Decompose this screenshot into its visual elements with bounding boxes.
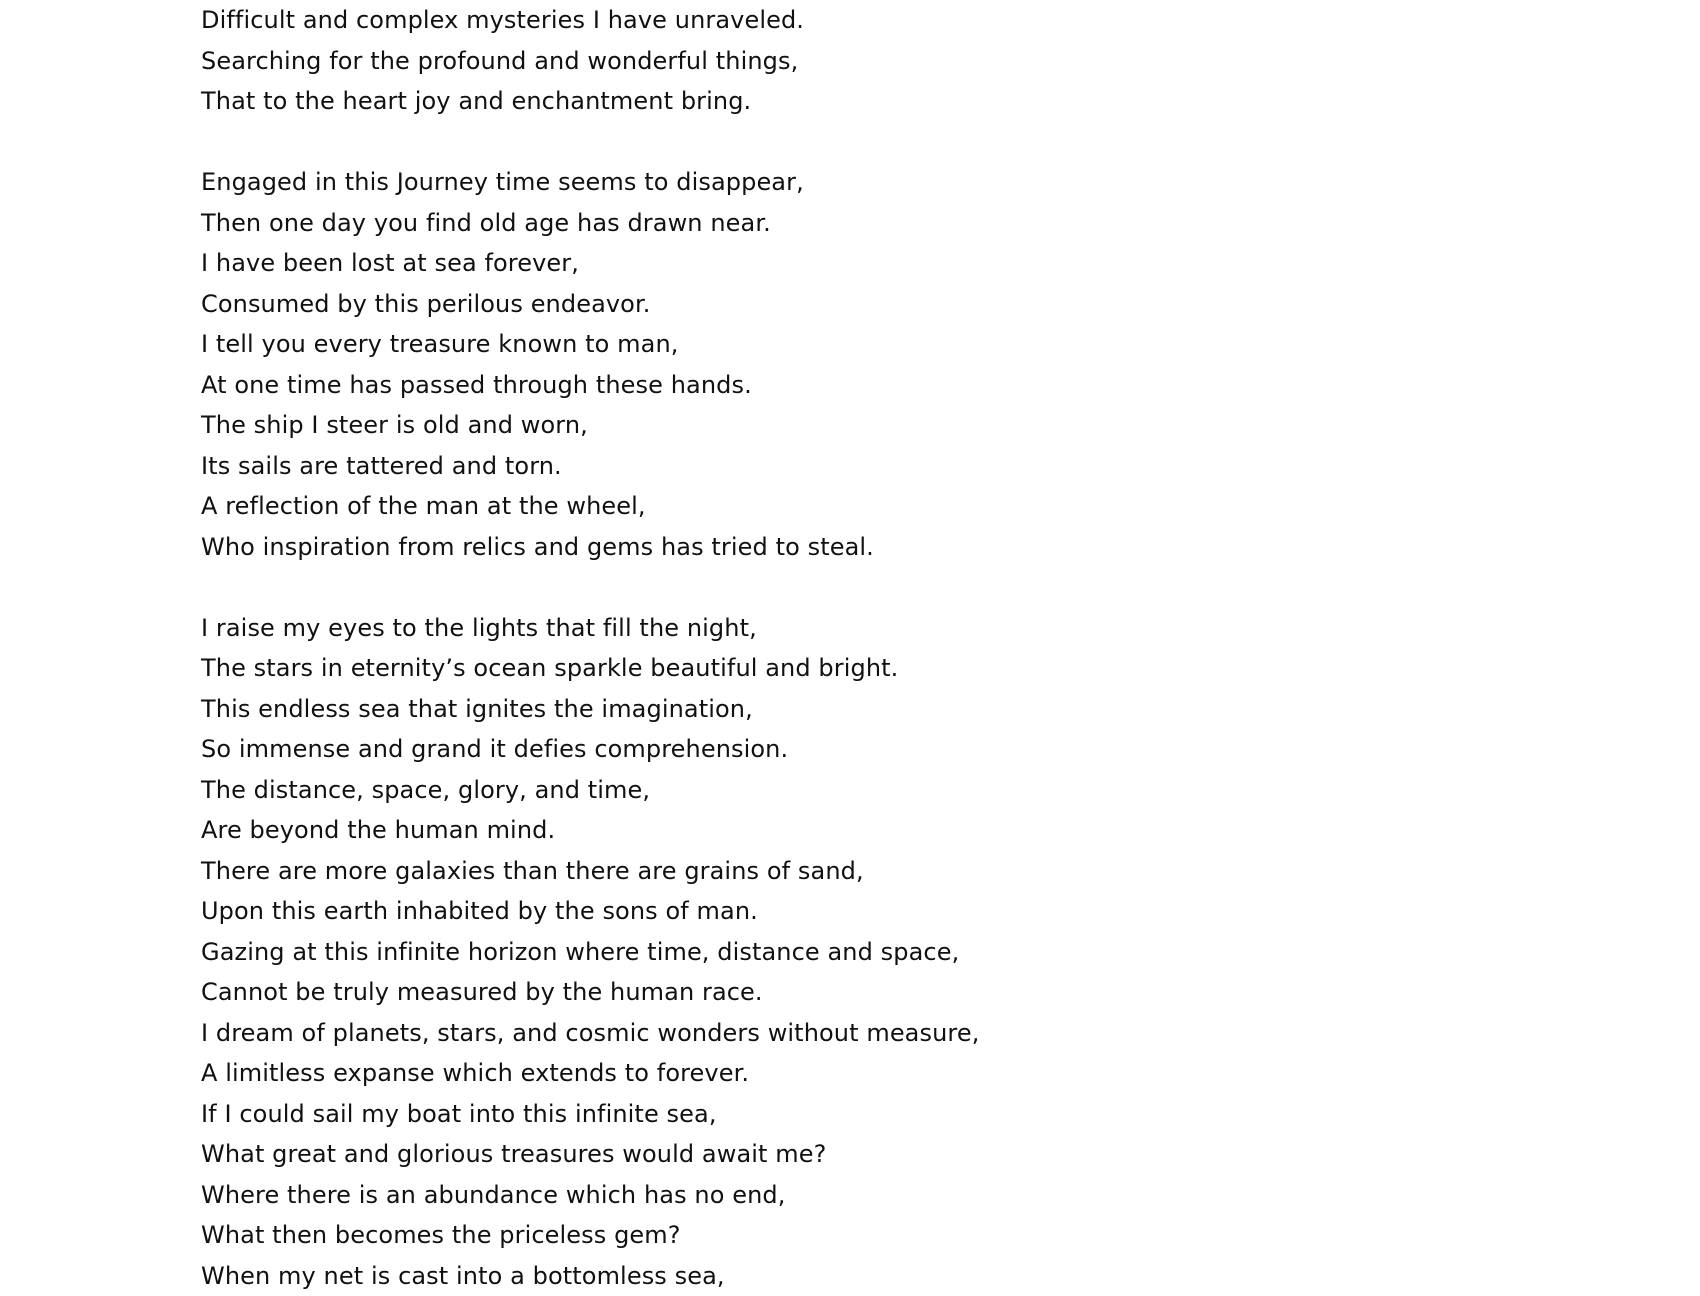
poem-line: Who inspiration from relics and gems has tried to steal.	[201, 527, 1501, 568]
poem-body	[201, 0, 1501, 1296]
poem-line: Engaged in this Journey time seems to disappear,	[201, 162, 1501, 203]
poem-line: I have been lost at sea forever,	[201, 243, 1501, 284]
poem-line: I raise my eyes to the lights that fill the night,	[201, 608, 1501, 649]
stanza-3	[201, 608, 1501, 1296]
poem-line: The ship I steer is old and worn,	[201, 405, 1501, 446]
poem-line: The stars in eternity’s ocean sparkle beautiful and bright.	[201, 648, 1501, 689]
stanza-2	[201, 162, 1501, 567]
poem-line: Where there is an abundance which has no end,	[201, 1175, 1501, 1216]
poem-line: Are beyond the human mind.	[201, 810, 1501, 851]
poem-line: Upon this earth inhabited by the sons of man.	[201, 891, 1501, 932]
poem-line: What great and glorious treasures would await me?	[201, 1134, 1501, 1175]
poem-line: A reflection of the man at the wheel,	[201, 486, 1501, 527]
poem-line: If I could sail my boat into this infinite sea,	[201, 1094, 1501, 1135]
poem-line: When my net is cast into a bottomless sea,	[201, 1256, 1501, 1296]
poem-line: Cannot be truly measured by the human race.	[201, 972, 1501, 1013]
poem-line: That to the heart joy and enchantment bring.	[201, 81, 1501, 122]
poem-line: What then becomes the priceless gem?	[201, 1215, 1501, 1256]
poem-line: I tell you every treasure known to man,	[201, 324, 1501, 365]
poem-line: At one time has passed through these hands.	[201, 365, 1501, 406]
poem-line: This endless sea that ignites the imagination,	[201, 689, 1501, 730]
poem-line: The distance, space, glory, and time,	[201, 770, 1501, 811]
stanza-1	[201, 0, 1501, 122]
poem-line: I dream of planets, stars, and cosmic wonders without measure,	[201, 1013, 1501, 1054]
poem-line: Difficult and complex mysteries I have unraveled.	[201, 0, 1501, 41]
poem-line: Gazing at this infinite horizon where time, distance and space,	[201, 932, 1501, 973]
poem-line: There are more galaxies than there are grains of sand,	[201, 851, 1501, 892]
poem-line: Its sails are tattered and torn.	[201, 446, 1501, 487]
poem-line: Consumed by this perilous endeavor.	[201, 284, 1501, 325]
poem-line: A limitless expanse which extends to forever.	[201, 1053, 1501, 1094]
poem-line: So immense and grand it defies comprehension.	[201, 729, 1501, 770]
poem-line: Then one day you find old age has drawn near.	[201, 203, 1501, 244]
poem-line: Searching for the profound and wonderful things,	[201, 41, 1501, 82]
